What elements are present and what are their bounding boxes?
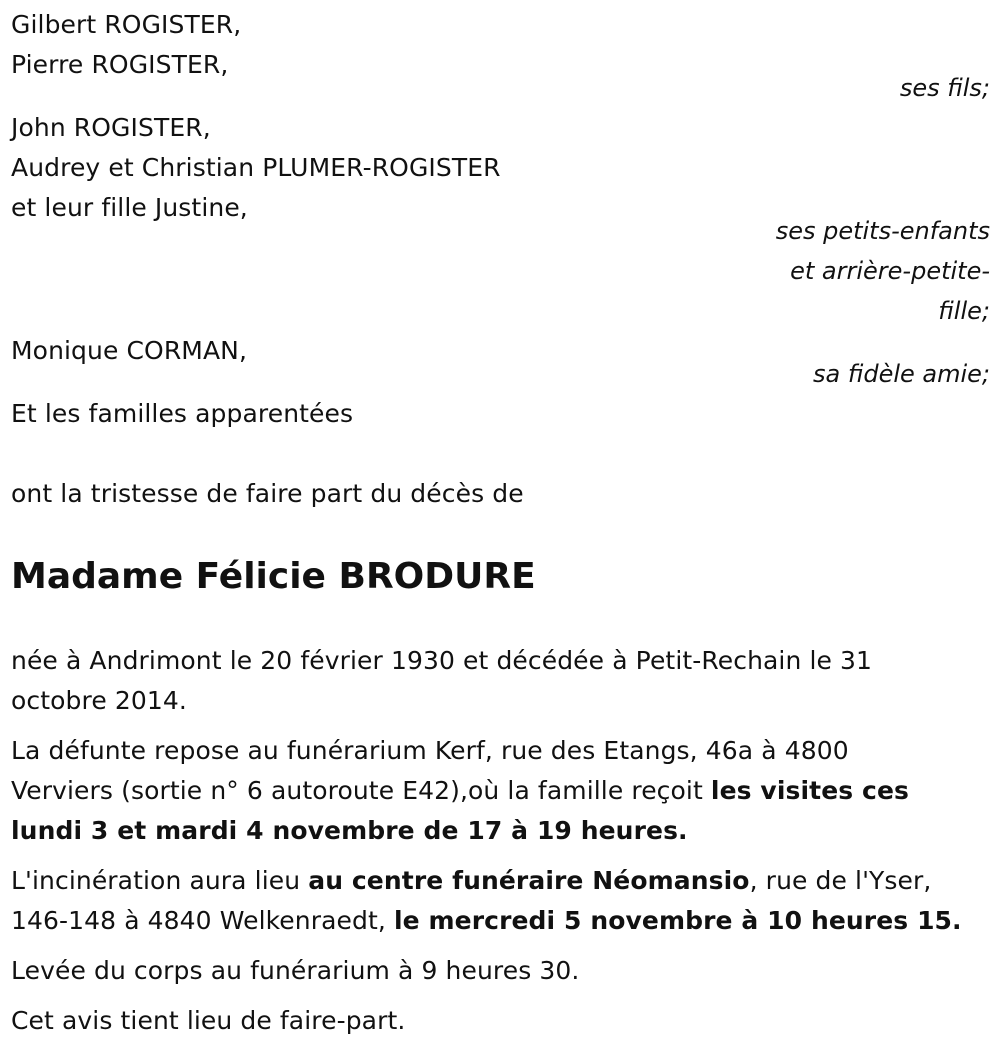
friend-name: Monique CORMAN, bbox=[11, 336, 248, 365]
sons-role: ses fils; bbox=[899, 74, 990, 102]
birth-death-line-2: octobre 2014. bbox=[11, 686, 187, 715]
visits-schedule: lundi 3 et mardi 4 novembre de 17 à 19 heures. bbox=[11, 816, 688, 845]
relatives-line: Et les familles apparentées bbox=[11, 399, 354, 428]
announcement-line: ont la tristesse de faire part du décès de bbox=[11, 479, 524, 508]
son-name-1: Gilbert ROGISTER, bbox=[11, 10, 242, 39]
son-name-2: Pierre ROGISTER, bbox=[11, 50, 229, 79]
friend-role: sa fidèle amie; bbox=[812, 360, 990, 388]
cremation-address: 146-148 à 4840 Welkenraedt, bbox=[11, 906, 394, 935]
birth-death-line-1: née à Andrimont le 20 février 1930 et décédée à Petit-Rechain le 31 bbox=[11, 646, 873, 675]
cremation-venue: au centre funéraire Néomansio bbox=[308, 866, 750, 895]
visits-emphasis: les visites ces bbox=[710, 776, 909, 805]
grandchildren-role-1: ses petits-enfants bbox=[775, 217, 990, 245]
departure-line: Levée du corps au funérarium à 9 heures 30. bbox=[11, 956, 580, 985]
cremation-line-1 bbox=[11, 866, 931, 896]
cremation-datetime: le mercredi 5 novembre à 10 heures 15. bbox=[393, 906, 962, 935]
grandchildren-role-3: fille; bbox=[938, 297, 990, 325]
grandchildren-role-2: et arrière-petite- bbox=[790, 257, 990, 285]
cremation-line-2 bbox=[11, 906, 962, 936]
grandchild-name-3: et leur fille Justine, bbox=[11, 193, 248, 222]
cremation-intro: L'incinération aura lieu bbox=[11, 866, 309, 895]
funeral-home-text: Verviers (sortie n° 6 autoroute E42),où la famille reçoit bbox=[11, 776, 711, 805]
funeral-home-line-1: La défunte repose au funérarium Kerf, rue des Etangs, 46a à 4800 bbox=[11, 736, 849, 765]
funeral-home-line-2 bbox=[11, 776, 909, 806]
grandchild-name-1: John ROGISTER, bbox=[11, 113, 211, 142]
grandchild-name-2: Audrey et Christian PLUMER-ROGISTER bbox=[11, 153, 501, 182]
cremation-street: , rue de l'Yser, bbox=[749, 866, 932, 895]
deceased-name: Madame Félicie BRODURE bbox=[11, 556, 536, 597]
closing-line: Cet avis tient lieu de faire-part. bbox=[11, 1006, 406, 1035]
